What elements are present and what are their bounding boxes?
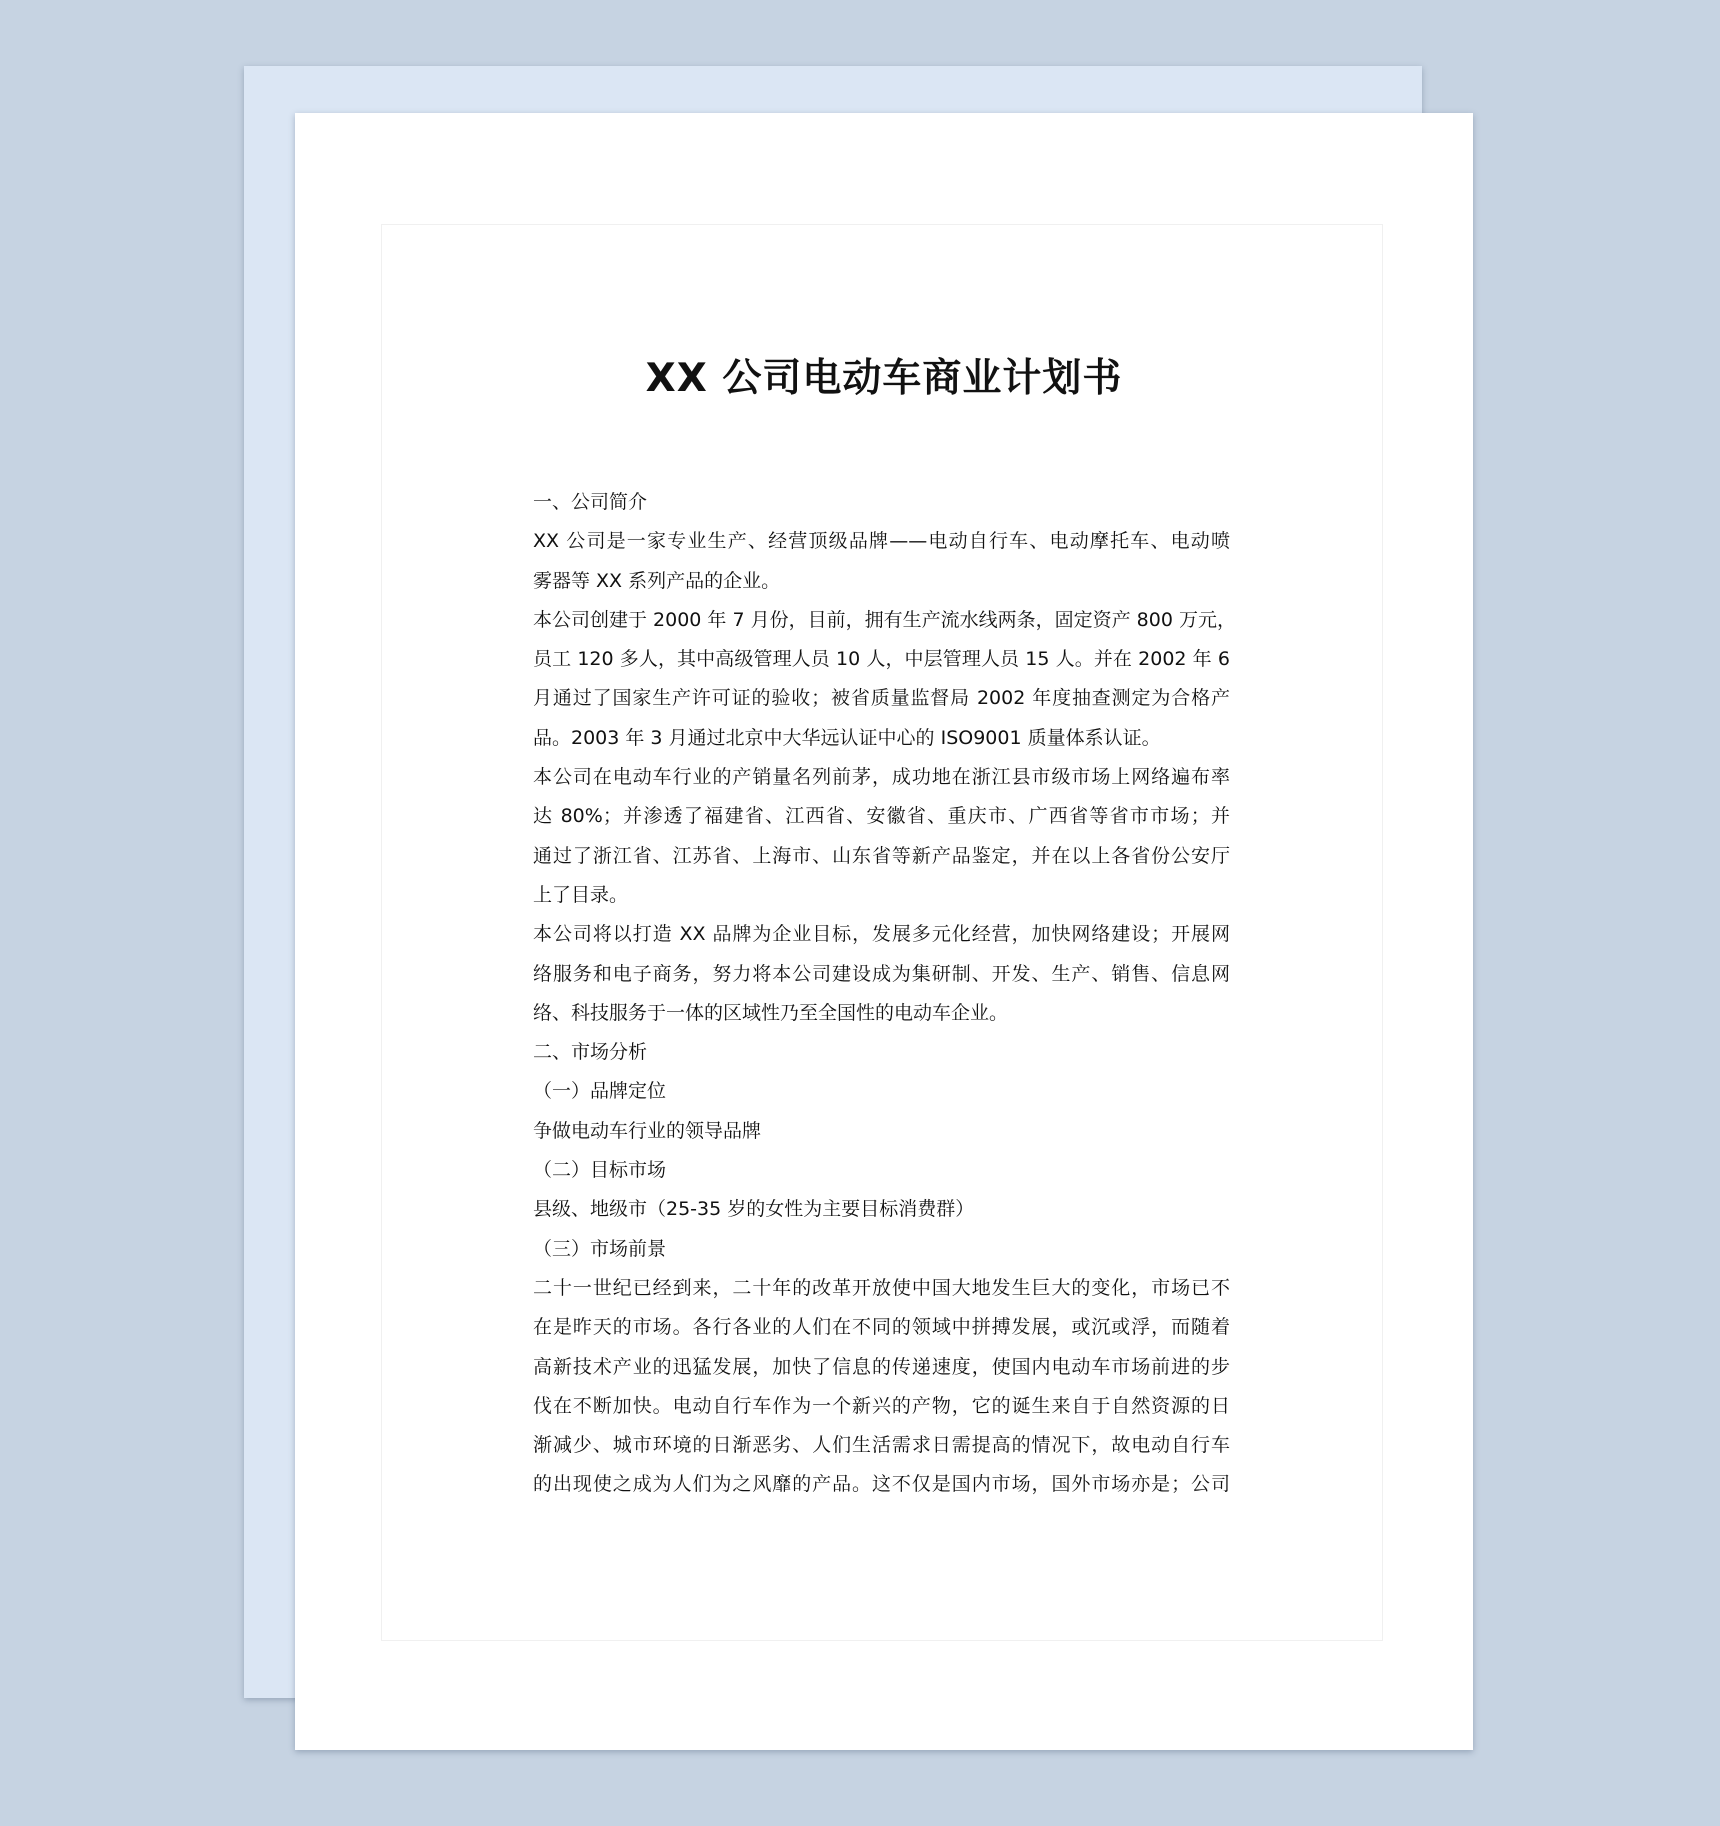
text-line: 雾器等 XX 系列产品的企业。 bbox=[533, 569, 781, 592]
text-line: （二）目标市场 bbox=[533, 1159, 667, 1182]
text-line: 通过了浙江省、江苏省、上海市、山东省等新产品鉴定，并在以上各省份公安厅 bbox=[533, 844, 1230, 867]
text-line: 月通过了国家生产许可证的验收；被省质量监督局 2002 年度抽查测定为合格产 bbox=[533, 687, 1230, 710]
text-line: 络服务和电子商务，努力将本公司建设成为集研制、开发、生产、销售、信息网 bbox=[533, 962, 1230, 985]
text-line: 品。2003 年 3 月通过北京中大华远认证中心的 ISO9001 质量体系认证。 bbox=[533, 726, 1161, 749]
text-line: 县级、地级市（25-35 岁的女性为主要目标消费群） bbox=[533, 1198, 975, 1221]
text-line: 本公司将以打造 XX 品牌为企业目标，发展多元化经营，加快网络建设；开展网 bbox=[533, 923, 1230, 946]
text-line: 二、市场分析 bbox=[533, 1041, 648, 1064]
text-line: 二十一世纪已经到来，二十年的改革开放使中国大地发生巨大的变化，市场已不 bbox=[533, 1276, 1230, 1299]
text-line: 本公司创建于 2000 年 7 月份，目前，拥有生产流水线两条，固定资产 800 万元， bbox=[533, 608, 1236, 631]
document-body bbox=[533, 483, 1236, 1505]
text-line: 的出现使之成为人们为之风靡的产品。这不仅是国内市场，国外市场亦是；公司 bbox=[533, 1473, 1230, 1496]
text-line: 达 80%；并渗透了福建省、江西省、安徽省、重庆市、广西省等省市市场；并 bbox=[533, 805, 1230, 828]
text-line: 高新技术产业的迅猛发展，加快了信息的传递速度，使国内电动车市场前进的步 bbox=[533, 1355, 1230, 1378]
text-line: （一）品牌定位 bbox=[533, 1080, 667, 1103]
document-title: XX 公司电动车商业计划书 bbox=[645, 356, 1123, 401]
text-line: 上了目录。 bbox=[533, 883, 629, 906]
text-line: 本公司在电动车行业的产销量名列前茅，成功地在浙江县市级市场上网络遍布率 bbox=[533, 766, 1230, 789]
text-line: 一、公司简介 bbox=[533, 491, 648, 513]
text-line: XX 公司是一家专业生产、经营顶级品牌——电动自行车、电动摩托车、电动喷 bbox=[533, 530, 1230, 553]
text-line: 员工 120 多人，其中高级管理人员 10 人，中层管理人员 15 人。并在 2002 年 6 bbox=[533, 648, 1230, 671]
text-line: 伐在不断加快。电动自行车作为一个新兴的产物，它的诞生来自于自然资源的日 bbox=[533, 1394, 1230, 1417]
document-page bbox=[295, 113, 1473, 1750]
text-line: 络、科技服务于一体的区域性乃至全国性的电动车企业。 bbox=[533, 1001, 1009, 1024]
text-line: 争做电动车行业的领导品牌 bbox=[533, 1119, 762, 1142]
text-line: 渐减少、城市环境的日渐恶劣、人们生活需求日需提高的情况下，故电动自行车 bbox=[533, 1434, 1230, 1457]
text-line: 在是昨天的市场。各行各业的人们在不同的领域中拼搏发展，或沉或浮，而随着 bbox=[533, 1316, 1230, 1339]
text-line: （三）市场前景 bbox=[533, 1237, 667, 1260]
